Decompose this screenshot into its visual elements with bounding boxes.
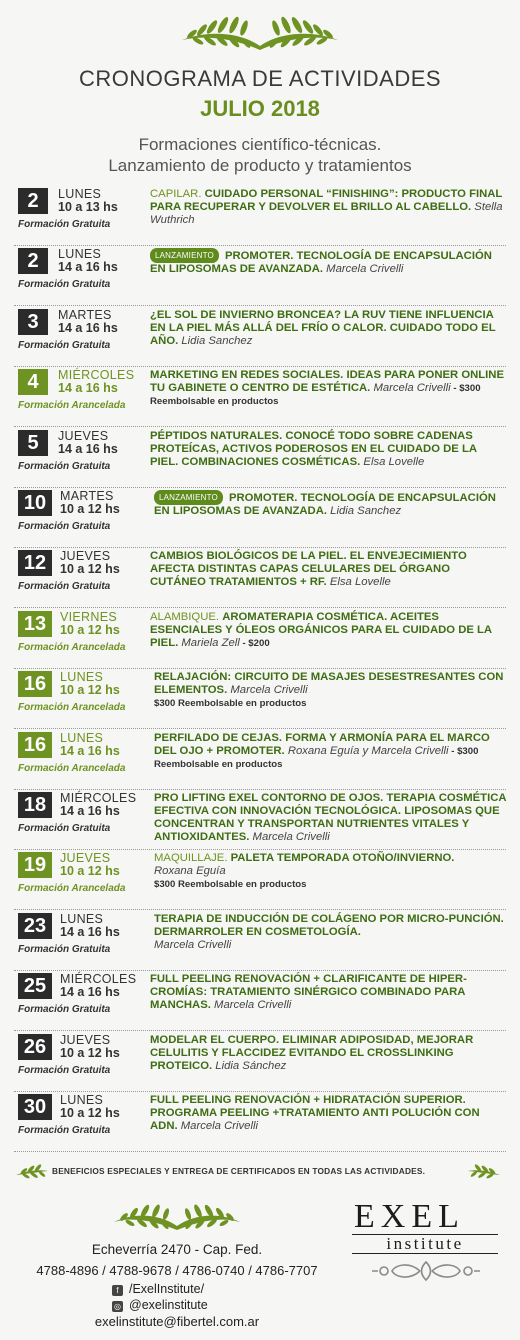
- event-title: MODELAR EL CUERPO. ELIMINAR ADIPOSIDAD, MEJORAR CELULITIS Y FLACCIDEZ EVITANDO EL CROSSLINKING PROTEICO.: [150, 1033, 474, 1072]
- weekday: JUEVES: [58, 428, 109, 443]
- day-number: 4: [18, 369, 48, 395]
- weekday: MIÉRCOLES: [60, 972, 137, 987]
- event-row: [14, 428, 506, 488]
- hours: 10 a 12 hs: [60, 622, 120, 637]
- weekday: LUNES: [58, 187, 102, 201]
- formation-type: Formación Gratuita: [18, 521, 111, 532]
- formation-type: Formación Gratuita: [18, 279, 111, 291]
- hours: 10 a 12 hs: [60, 1045, 120, 1060]
- formation-type: Formación Gratuita: [18, 219, 111, 230]
- event-row: [14, 1092, 506, 1152]
- event-description: [150, 550, 506, 589]
- event-description: [154, 732, 510, 771]
- event-speaker: Marcela Crivelli: [252, 831, 330, 843]
- formation-type: Formación Gratuita: [18, 1064, 111, 1076]
- day-number: 25: [18, 973, 52, 999]
- day-number: 3: [18, 309, 48, 335]
- event-row: [14, 911, 506, 971]
- fern-leaf-icon: [14, 1163, 50, 1179]
- event-price: - $200: [239, 637, 270, 649]
- facebook-icon: f: [112, 1285, 123, 1296]
- formation-type: Formación Arancelada: [18, 400, 126, 412]
- event-category: MAQUILLAJE.: [154, 852, 231, 865]
- day-number: 12: [18, 550, 52, 576]
- formation-type: Formación Gratuita: [18, 1004, 111, 1016]
- hours: 10 a 12 hs: [60, 502, 120, 516]
- day-number: 10: [18, 490, 52, 516]
- logo-wordmark: EXEL: [354, 1198, 465, 1235]
- lead-line-2: Lanzamiento de producto y tratamientos: [108, 156, 412, 175]
- fern-ornament-top: [178, 10, 342, 56]
- event-row: [14, 730, 506, 790]
- event-row: [14, 669, 506, 729]
- formation-type: Formación Gratuita: [18, 581, 111, 593]
- event-row: [14, 367, 506, 427]
- day-number: 18: [18, 792, 52, 818]
- hours: 10 a 12 hs: [60, 1106, 120, 1120]
- lead-text: [0, 134, 520, 176]
- event-speaker: Lidia Sanchez: [330, 505, 402, 517]
- event-title: PRO LIFTING EXEL CONTORNO DE OJOS. TERAPIA COSMÉTICA EFECTIVA CON INNOVACIÓN TECNOLÓGICA. LIPOSOMAS QUE CONCENTRAN Y TRANSPORTAN NUTRIENTES VITALES Y ANTIOXIDANTES.: [154, 792, 507, 843]
- hours: 14 a 16 hs: [58, 260, 118, 275]
- event-row: [14, 548, 506, 608]
- event-category: ALAMBIQUE.: [150, 610, 223, 623]
- hours: 14 a 16 hs: [58, 381, 118, 396]
- weekday: MARTES: [58, 307, 112, 322]
- event-row: [14, 609, 506, 669]
- event-speaker: Mariela Zell: [181, 636, 240, 649]
- event-row: [14, 1032, 506, 1092]
- event-title: RELAJACIÓN: CIRCUITO DE MASAJES DESESTRESANTES CON ELEMENTOS.: [154, 671, 504, 697]
- day-number: 16: [18, 671, 52, 697]
- event-speaker: Marcela Crivelli: [180, 1120, 258, 1132]
- weekday: LUNES: [60, 730, 104, 745]
- event-description: [150, 1034, 506, 1073]
- instagram-handle: @exelinstitute: [129, 1298, 208, 1312]
- ornament-icon: [370, 1258, 482, 1284]
- address: Echeverría 2470 - Cap. Fed.: [91, 1242, 263, 1257]
- hours: 14 a 16 hs: [60, 924, 120, 939]
- event-description: [150, 248, 506, 276]
- event-title: PROMOTER. TECNOLOGÍA DE ENCAPSULACIÓN EN LIPOSOMAS DE AVANZADA.: [154, 492, 496, 517]
- lead-line-1: Formaciones científico-técnicas.: [138, 135, 382, 154]
- logo-subtitle: institute: [352, 1234, 498, 1254]
- weekday: MIÉRCOLES: [60, 791, 137, 805]
- event-speaker: Lidia Sánchez: [215, 1059, 287, 1072]
- day-number: 5: [18, 430, 48, 456]
- phone-numbers: 4788-4896 / 4788-9678 / 4786-0740 / 4786-7707: [36, 1263, 318, 1278]
- event-category: CAPILAR.: [150, 188, 205, 200]
- hours: 14 a 16 hs: [60, 804, 120, 818]
- event-speaker: Marcela Crivelli: [373, 382, 451, 395]
- event-description: [150, 430, 506, 469]
- event-title: PALETA TEMPORADA OTOÑO/INVIERNO.: [230, 852, 455, 865]
- event-row: [14, 971, 506, 1031]
- formation-type: Formación Arancelada: [18, 762, 126, 774]
- weekday: VIERNES: [60, 609, 117, 624]
- event-description: [154, 792, 510, 844]
- event-description: [154, 852, 510, 891]
- event-title: ¿EL SOL DE INVIERNO BRONCEA? LA RUV TIENE INFLUENCIA EN LA PIEL MÁS ALLÁ DEL FRÍO O CALOR. CUIDADO TODO EL AÑO.: [150, 308, 496, 347]
- day-number: 30: [18, 1094, 52, 1120]
- event-speaker: Stella Wuthrich: [150, 201, 503, 226]
- event-row: [14, 850, 506, 910]
- hours: 14 a 16 hs: [60, 743, 120, 758]
- event-description: [150, 309, 506, 348]
- event-description: [154, 913, 510, 952]
- event-title: CAMBIOS BIOLÓGICOS DE LA PIEL. EL ENVEJECIMIENTO AFECTA DISTINTAS CAPAS CELULARES DEL ÓRGANO CUTÁNEO TRATAMIENTOS + RF.: [150, 550, 467, 589]
- formation-type: Formación Gratuita: [18, 823, 111, 834]
- event-speaker: Marcela Crivelli: [230, 684, 308, 697]
- event-description: [154, 671, 510, 710]
- facebook-handle: /ExelInstitute/: [129, 1282, 205, 1296]
- event-title: FULL PEELING RENOVACIÓN + CLARIFICANTE DE HIPER-CROMÍAS: TRATAMIENTO SINÉRGICO COMBINADO PARA MANCHAS.: [150, 973, 467, 1012]
- hours: 10 a 12 hs: [60, 864, 120, 879]
- event-title: PERFILADO DE CEJAS. FORMA Y ARMONÍA PARA EL MARCO DEL OJO + PROMOTER.: [154, 731, 490, 757]
- instagram-icon: ◎: [112, 1301, 123, 1312]
- event-speaker: Marcela Crivelli: [154, 938, 232, 951]
- event-speaker: Lidia Sanchez: [181, 334, 253, 347]
- event-row: [14, 790, 506, 850]
- event-title: MARKETING EN REDES SOCIALES. IDEAS PARA PONER ONLINE TU GABINETE O CENTRO DE ESTÉTICA.: [150, 369, 505, 395]
- event-title: PROMOTER. TECNOLOGÍA DE ENCAPSULACIÓN EN LIPOSOMAS DE AVANZADA.: [150, 250, 492, 276]
- event-title: FULL PEELING RENOVACIÓN + HIDRATACIÓN SUPERIOR. PROGRAMA PEELING +TRATAMIENTO ANTI POLUCIÓN CON ADN.: [150, 1094, 480, 1132]
- day-number: 23: [18, 913, 52, 939]
- event-speaker: Marcela Crivelli: [326, 263, 404, 276]
- event-description: [150, 188, 506, 227]
- formation-type: Formación Arancelada: [18, 883, 126, 895]
- weekday: LUNES: [60, 1093, 104, 1107]
- exel-institute-logo: [352, 1198, 502, 1282]
- event-title: AROMATERAPIA COSMÉTICA. ACEITES ESENCIALES Y ÓLEOS ORGÁNICOS PARA EL CUIDADO DE LA PIEL.: [150, 610, 492, 649]
- event-price: - $300 Reembolsable en productos: [150, 383, 481, 408]
- event-description: [154, 490, 510, 518]
- hours: 10 a 13 hs: [58, 200, 118, 214]
- benefits-banner: [0, 1160, 520, 1182]
- event-price: $300 Reembolsable en productos: [154, 698, 307, 710]
- row-divider: [14, 1151, 506, 1152]
- event-price: - $300 Reembolsable en productos: [154, 745, 479, 770]
- hours: 14 a 16 hs: [60, 985, 120, 1000]
- launch-badge: LANZAMIENTO: [154, 490, 223, 505]
- weekday: LUNES: [60, 670, 104, 685]
- fern-leaf-icon: [466, 1163, 502, 1179]
- launch-badge: LANZAMIENTO: [150, 248, 219, 263]
- event-speaker: Elsa Lovelle: [329, 576, 391, 589]
- weekday: MARTES: [60, 489, 114, 503]
- event-speaker: Elsa Lovelle: [363, 455, 425, 468]
- event-speaker: Marcela Crivelli: [214, 999, 292, 1012]
- day-number: 2: [18, 188, 48, 214]
- instagram-link[interactable]: [112, 1298, 208, 1312]
- weekday: JUEVES: [60, 1032, 111, 1047]
- hours: 10 a 12 hs: [60, 562, 120, 577]
- formation-type: Formación Gratuita: [18, 1125, 111, 1136]
- day-number: 19: [18, 852, 52, 878]
- email-link[interactable]: exelinstitute@fibertel.com.ar: [94, 1314, 260, 1329]
- event-title: CUIDADO PERSONAL “FINISHING”: PRODUCTO FINAL PARA RECUPERAR Y DEVOLVER EL BRILLO AL CABELLO.: [150, 188, 503, 213]
- day-number: 26: [18, 1034, 52, 1060]
- benefits-text: BENEFICIOS ESPECIALES Y ENTREGA DE CERTIFICADOS EN TODAS LAS ACTIVIDADES.: [52, 1166, 426, 1176]
- event-title: PÉPTIDOS NATURALES. CONOCÉ TODO SOBRE CADENAS PROTEÍCAS, ACTIVOS PODEROSOS EN EL CUIDADO DE LA PIEL. COMBINACIONES COSMÉTICAS.: [150, 429, 477, 468]
- day-number: 2: [18, 248, 48, 274]
- weekday: MIÉRCOLES: [58, 368, 135, 383]
- day-number: 13: [18, 611, 52, 637]
- event-row: [14, 186, 506, 246]
- day-number: 16: [18, 732, 52, 758]
- event-row: [14, 307, 506, 367]
- page-title: CRONOGRAMA DE ACTIVIDADES: [78, 66, 442, 91]
- formation-type: Formación Gratuita: [18, 460, 111, 472]
- formation-type: Formación Arancelada: [18, 641, 126, 653]
- event-speaker: Roxana Eguía: [154, 865, 226, 878]
- hours: 10 a 12 hs: [60, 683, 120, 698]
- weekday: JUEVES: [60, 851, 111, 866]
- weekday: LUNES: [58, 247, 102, 262]
- fern-ornament-bottom: [110, 1198, 244, 1234]
- formation-type: Formación Gratuita: [18, 943, 111, 955]
- event-description: [150, 1094, 506, 1133]
- facebook-link[interactable]: [112, 1282, 204, 1296]
- event-row: [14, 246, 506, 306]
- event-description: [150, 369, 506, 408]
- hours: 14 a 16 hs: [58, 441, 118, 456]
- hours: 14 a 16 hs: [58, 320, 118, 335]
- formation-type: Formación Gratuita: [18, 339, 111, 351]
- formation-type: Formación Arancelada: [18, 702, 126, 714]
- weekday: LUNES: [60, 911, 104, 926]
- event-title: TERAPIA DE INDUCCIÓN DE COLÁGENO POR MICRO-PUNCIÓN. DERMARROLER EN COSMETOLOGÍA.: [154, 912, 504, 938]
- weekday: JUEVES: [60, 549, 111, 564]
- event-description: [150, 611, 506, 650]
- event-description: [150, 973, 506, 1012]
- event-row: [14, 488, 506, 548]
- page-subtitle: JULIO 2018: [200, 96, 320, 121]
- event-speaker: Roxana Eguía y Marcela Crivelli: [287, 744, 449, 757]
- event-price: $300 Reembolsable en productos: [154, 879, 307, 891]
